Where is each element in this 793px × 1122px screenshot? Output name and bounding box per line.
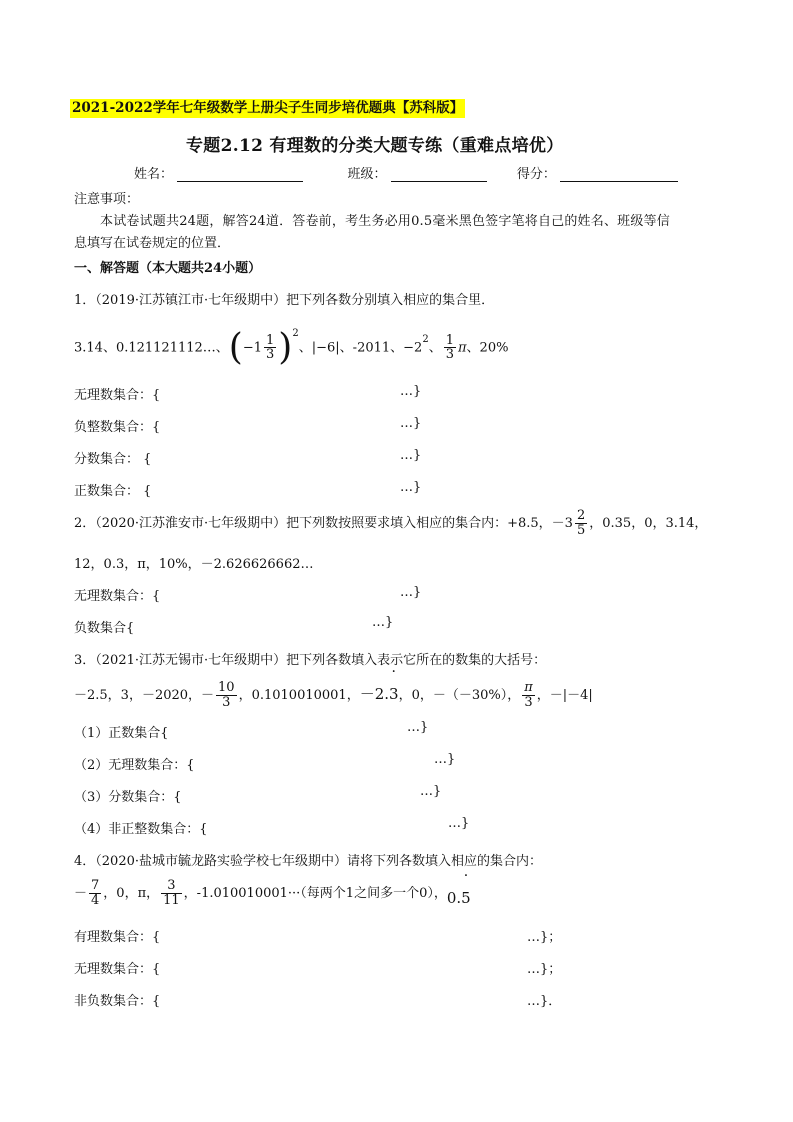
q4-set-irrational-label: 无理数集合：{ — [74, 962, 161, 977]
q4-neg: － — [74, 886, 88, 901]
q3-nums-d: ，－|－4| — [536, 688, 593, 703]
class-field[interactable] — [391, 167, 487, 182]
q4-nums-a: ，0，π， — [103, 886, 160, 901]
q1-set-irrational-end: …} — [400, 384, 422, 399]
q4-set-rational-end: …}； — [527, 930, 562, 945]
q3-fraction2 — [522, 681, 535, 709]
q1-pi: π — [458, 340, 467, 356]
q3-frac2-num: π — [524, 680, 533, 696]
q1-stem: 1．（2019·江苏镇江市·七年级期中）把下列各数分别填入相应的集合里． — [74, 293, 495, 308]
q2-fraction — [575, 509, 587, 537]
class-label: 班级： — [347, 167, 387, 182]
q2-set-irrational-label: 无理数集合：{ — [74, 589, 161, 604]
q1-paren-right: ) — [278, 326, 293, 368]
student-info-row — [134, 163, 678, 183]
page-title: 专题2.12 有理数的分类大题专练（重难点培优） — [186, 136, 564, 156]
name-label: 姓名： — [134, 167, 174, 182]
q4-set-nonneg-label: 非负数集合：{ — [74, 994, 161, 1009]
q1-fraction2 — [444, 334, 456, 362]
q3-frac2-den: 3 — [524, 695, 533, 710]
q1-frac-num: 1 — [266, 332, 275, 348]
q1-power2: 2 — [422, 334, 429, 345]
q4-repeat-dot: · — [463, 868, 469, 884]
q1-nums-a: 3.14、0.121121112…、 — [74, 340, 229, 356]
q3-repeating-digit: · 3 — [389, 664, 399, 703]
q4-frac-num: 7 — [91, 878, 100, 894]
notice-line-1: 本试卷试题共24题，解答24道．答卷前，考生务必用0.5毫米黑色签字笔将自己的姓名、班级等信 — [100, 214, 670, 229]
q2-set-negative-label: 负数集合{ — [74, 621, 135, 636]
q2-set-irrational-end: …} — [400, 585, 422, 600]
name-field[interactable] — [177, 167, 303, 182]
q2-set-negative-end: …} — [372, 615, 394, 630]
q3-nums-a: －2.5，3，－2020，－ — [74, 688, 215, 703]
q3-set-irrational-end: …} — [434, 752, 456, 767]
q4-repeating-prefix: 0. — [446, 889, 462, 907]
q3-frac-num: 10 — [218, 680, 235, 696]
q3-stem: 3．（2021·江苏无锡市·七年级期中）把下列各数填入表示它所在的数集的大括号： — [74, 653, 547, 668]
q3-numbers — [74, 664, 593, 714]
q1-power: 2 — [292, 328, 299, 339]
q4-set-rational-label: 有理数集合：{ — [74, 930, 161, 945]
q1-fraction — [264, 334, 276, 362]
q1-set-positive-label: 正数集合： { — [74, 484, 152, 499]
q1-nums-c: 、20% — [466, 340, 509, 356]
q2-numbers: 12，0.3，π，10%，－2.626626662… — [74, 557, 314, 572]
score-field[interactable] — [560, 167, 678, 182]
q3-repeat-dot: · — [391, 664, 397, 680]
q4-nums-b: ，-1.010010001···（每两个1之间多一个0）， — [183, 886, 447, 901]
q1-neg-one: −1 — [242, 340, 263, 356]
q4-fraction — [89, 879, 101, 907]
q3-set-positive-label: （1）正数集合{ — [74, 726, 169, 741]
q1-set-fraction-end: …} — [400, 448, 422, 463]
q3-set-fraction-end: …} — [420, 784, 442, 799]
score-label: 得分： — [516, 167, 556, 182]
q3-set-positive-end: …} — [407, 720, 429, 735]
q2-stem: 2．（2020·江苏淮安市·七年级期中）把下列数按照要求填入相应的集合内：+8.5，－3 — [74, 516, 573, 531]
q4-fraction2 — [161, 879, 182, 907]
q4-set-irrational-end: …}； — [527, 962, 562, 977]
notice-line-2: 息填写在试卷规定的位置． — [74, 236, 231, 251]
q3-set-fraction-label: （3）分数集合：{ — [74, 790, 182, 805]
q1-set-fraction-label: 分数集合： { — [74, 452, 152, 467]
section-heading: 一、解答题（本大题共24小题） — [74, 261, 262, 276]
q2-frac-den: 5 — [576, 523, 586, 538]
q2-stem-tail: ，0.35，0，3.14， — [589, 516, 708, 531]
q3-set-nonpos-int-label: （4）非正整数集合：{ — [74, 822, 208, 837]
q4-numbers — [74, 868, 471, 912]
notice-heading: 注意事项： — [74, 192, 140, 207]
q1-neg2: −2 — [403, 340, 423, 356]
q1-sep1: 、 — [298, 340, 312, 356]
q4-repeating-digit: · 5 — [461, 868, 471, 907]
q1-frac2-num: 1 — [445, 332, 454, 348]
q4-set-nonneg-end: …}． — [527, 994, 562, 1009]
q2-frac-num: 2 — [576, 508, 586, 524]
q1-set-neg-int-label: 负整数集合：{ — [74, 420, 161, 435]
q1-set-neg-int-end: …} — [400, 416, 422, 431]
q3-repeating-prefix: －2. — [359, 685, 390, 703]
q4-stem: 4．（2020·盐城市毓龙路实验学校七年级期中）请将下列各数填入相应的集合内： — [74, 854, 542, 869]
q3-frac-den: 3 — [222, 695, 231, 710]
q1-frac2-den: 3 — [445, 347, 454, 363]
q3-set-irrational-label: （2）无理数集合：{ — [74, 758, 195, 773]
q1-nums-b: 、-2011、 — [339, 340, 404, 356]
q1-frac-den: 3 — [266, 347, 275, 363]
q1-paren-left: ( — [228, 326, 243, 368]
document-banner: 2021-2022学年七年级数学上册尖子生同步培优题典【苏科版】 — [72, 100, 464, 116]
q3-nums-b: ，0.1010010001， — [238, 688, 360, 703]
q1-numbers — [74, 322, 508, 366]
q4-frac2-den: 11 — [163, 893, 180, 908]
q3-set-nonpos-int-end: …} — [448, 816, 470, 831]
q4-frac-den: 4 — [91, 893, 100, 908]
q3-fraction — [216, 681, 237, 709]
q1-set-positive-end: …} — [400, 480, 422, 495]
q3-nums-c: ，0，－（－30%）， — [398, 688, 521, 703]
q2-stem-line — [74, 506, 707, 542]
q4-frac2-num: 3 — [161, 879, 182, 894]
q1-abs6: |−6| — [311, 340, 340, 356]
q1-set-irrational-label: 无理数集合：{ — [74, 388, 161, 403]
q1-sep2: 、 — [428, 340, 442, 356]
